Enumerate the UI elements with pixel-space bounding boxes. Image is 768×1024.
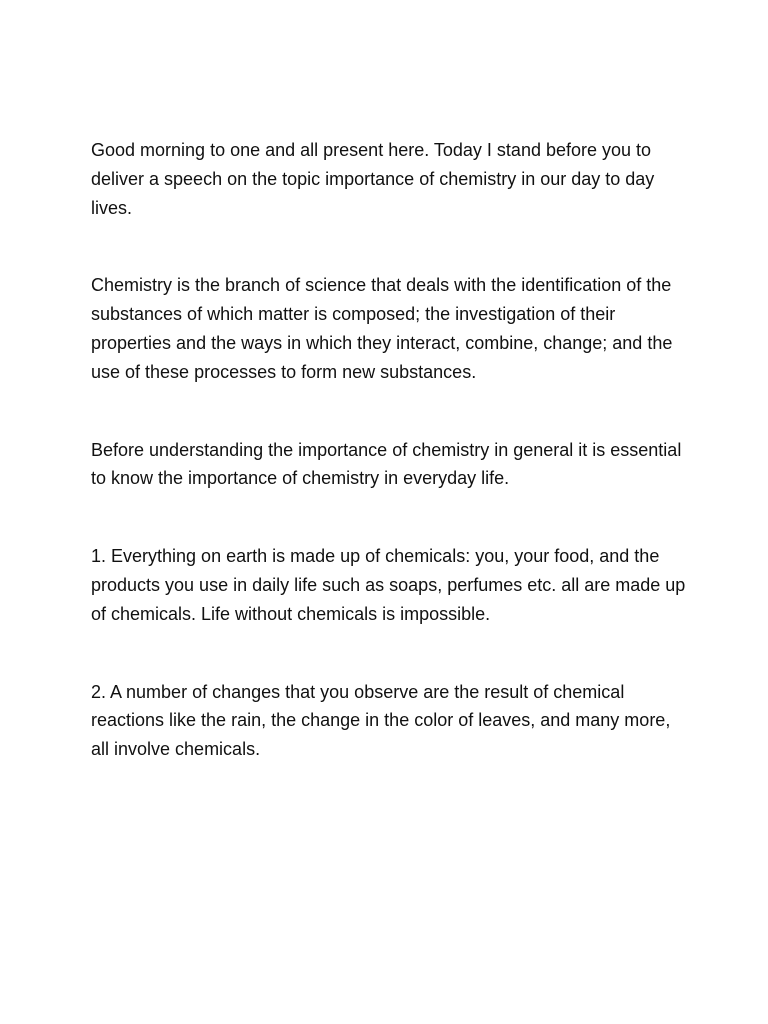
point-1-paragraph: 1. Everything on earth is made up of chemicals: you, your food, and the products you use in daily life such as soaps, perfumes etc. all are made up of chemicals. Life without chemicals is impossible. [91,546,686,624]
document-page [91,136,691,764]
intro-paragraph: Good morning to one and all present here. Today I stand before you to deliver a speech on the topic importance of chemistry in our day to day lives. [91,140,655,218]
definition-paragraph: Chemistry is the branch of science that deals with the identification of the substances of which matter is composed; the investigation of their properties and the ways in which they interact, combine, change; and the use of these processes to form new substances. [91,275,673,382]
context-paragraph: Before understanding the importance of chemistry in general it is essential to know the importance of chemistry in everyday life. [91,439,682,489]
point-2-paragraph: 2. A number of changes that you observe are the result of chemical reactions like the rain, the change in the color of leaves, and many more, all involve chemicals. [91,681,671,760]
